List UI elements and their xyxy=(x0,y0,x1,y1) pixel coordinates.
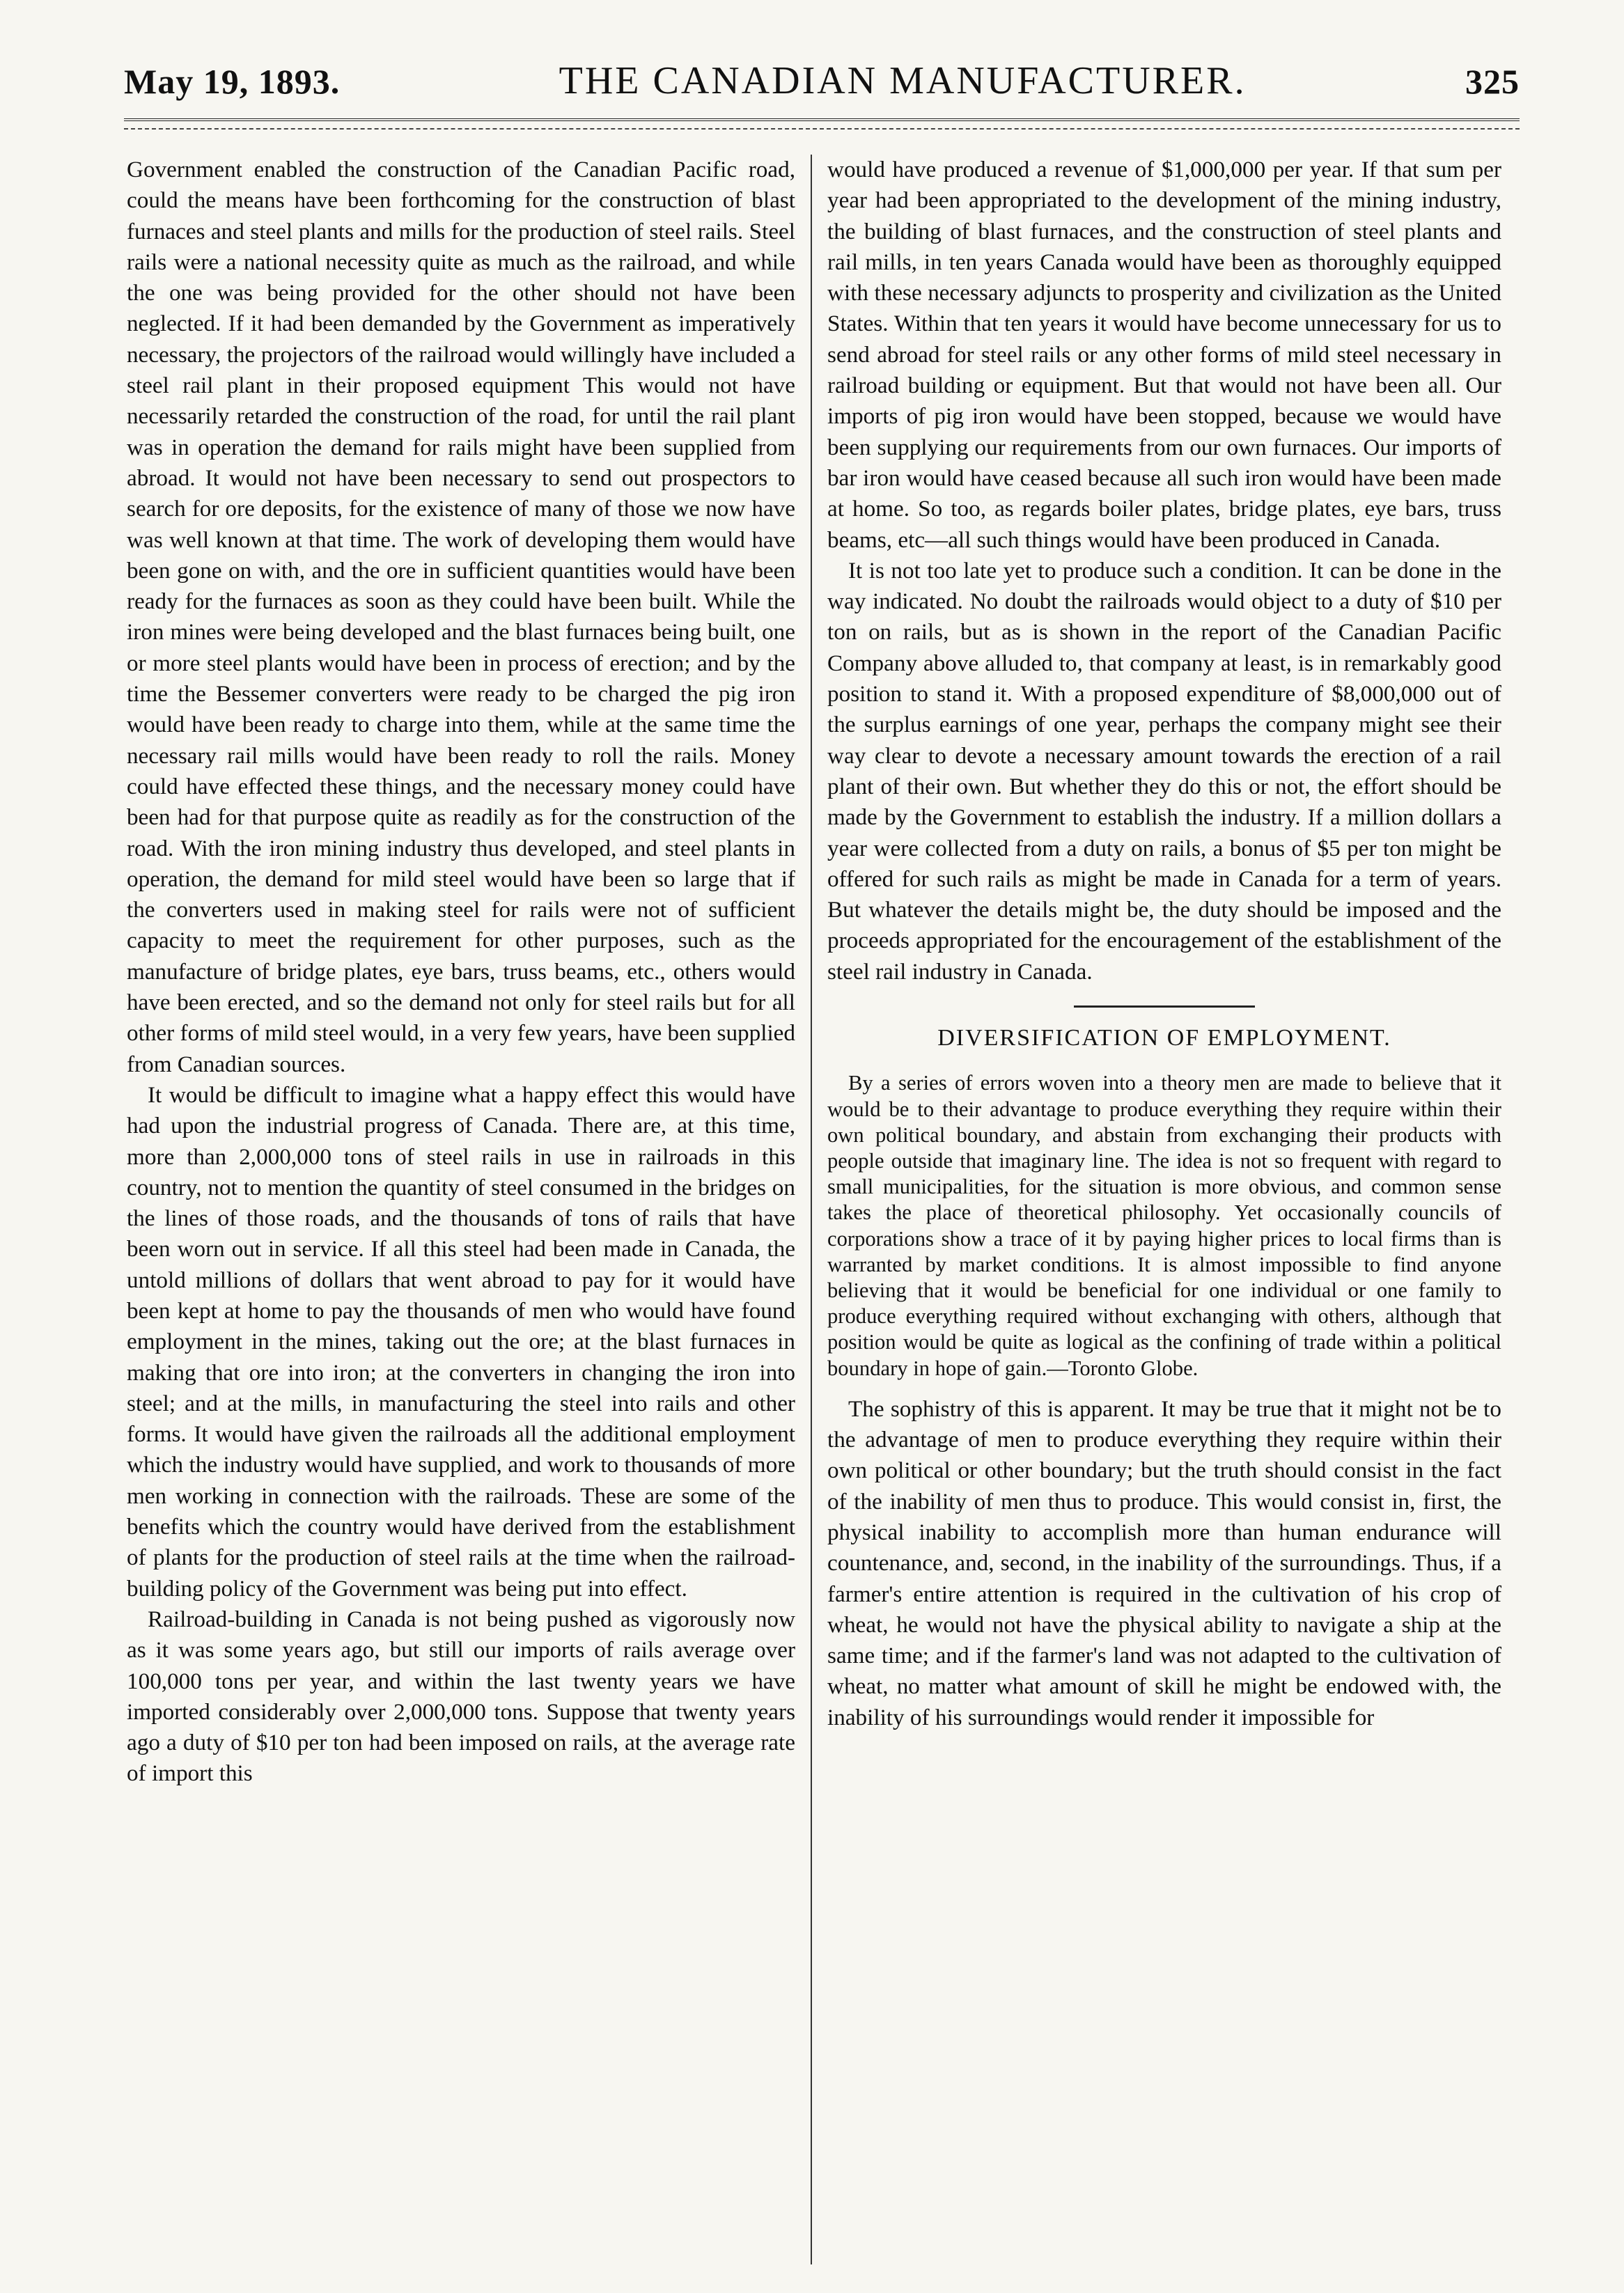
article-paragraph: would have produced a revenue of $1,000,000 per year. If that sum per year had been appropriated to the development of the mining industry, the building of blast furnaces, and the construction of steel plants and rail mills, in ten years Canada would have been as thoroughly equipped with these necessary adjuncts to prosperity and civilization as the United States. Within that ten years it would have become unnecessary for us to send abroad for steel rails or any other forms of mild steel necessary in railroad building or equipment. But that would not have been all. Our imports of pig iron would have been stopped, because we would have been supplying our requirements from our own furnaces. Our imports of bar iron would have ceased because all such iron would have been made at home. So too, as regards boiler plates, bridge plates, eye bars, truss beams, etc—all such things would have been produced in Canada. xyxy=(827,157,1501,553)
section-heading: DIVERSIFICATION OF EMPLOYMENT. xyxy=(937,1025,1391,1051)
article-paragraph: Railroad-building in Canada is not being pushed as vigorously now as it was some years ago, but still our imports of rails average over 100,000 tons per year, and within the last twenty years we have imported considerably over 2,000,000 tons. Suppose that twenty years ago a duty of $10 per ton had been imposed on rails, at the average rate of import this xyxy=(127,1606,795,1787)
quoted-paragraph: By a series of errors woven into a theory men are made to believe that it would be to their advantage to produce everything they require within their own political boundary, and abstain from exchanging their products with people outside that imaginary line. The idea is not so frequent with regard to small municipalities, for the situation is more obvious, and common sense takes the place of theoretical philosophy. Yet occasionally councils of corporations show a trace of it by paying higher prices to local firms than is warranted by market conditions. It is almost impossible to find anyone believing that it would be beneficial for one individual or one family to produce everything required without exchanging with others, although that position would be quite as logical as the confining of trade within a political boundary in hope of gain.—Toronto Globe. xyxy=(827,1071,1501,1380)
article-paragraph: Government enabled the construction of the Canadian Pacific road, could the means have been forthcoming for the construction of blast furnaces and steel plants and mills for the production of steel rails. Steel rails were a national necessity quite as much as the railroad, and while the one was being provided for the other should not have been neglected. If it had been demanded by the Government as imperatively necessary, the projectors of the railroad would willingly have included a steel rail plant in their proposed equipment This would not have necessarily retarded the construction of the road, for until the rail plant was in operation the demand for rails might have been supplied from abroad. It would not have been necessary to send out prospectors to search for ore deposits, for the existence of many of those we now have was well known at that time. The work of developing them would have been gone on with, and the ore in sufficient quantities would have been ready for the furnaces as soon as they could have been built. While the iron mines were being developed and the blast furnaces being built, one or more steel plants would have been in process of erection; and by the time the Bessemer converters were ready to be charged the pig iron would have been ready to charge into them, while at the same time the necessary rail mills would have been ready to roll the rails. Money could have effected these things, and the necessary money could have been had for that purpose quite as readily as for the construction of the road. With the iron mining industry thus developed, and steel plants in operation, the demand for mild steel would have been so large that if the converters used in making steel for rails were not of sufficient capacity to meet the requirement for other purposes, such as the manufacture of bridge plates, eye bars, truss beams, etc., others would have been erected, and so the demand not only for steel rails but for all other forms of mild steel would, in a very few years, have been supplied from Canadian sources. xyxy=(127,157,795,1077)
article-paragraph: It is not too late yet to produce such a condition. It can be done in the way indicated. No doubt the railroads would object to a duty of $10 per ton on rails, but as is shown in the report of the Canadian Pacific Company above alluded to, that company at least, is in remarkably good position to stand it. With a proposed expenditure of $8,000,000 out of the surplus earnings of one year, perhaps the company might see their way clear to devote a necessary amount towards the erection of a rail plant of their own. But whether they do this or not, the effort should be made by the Government to establish the industry. If a million dollars a year were collected from a duty on rails, a bonus of $5 per ton might be offered for such rails as might be made in Canada for a term of years. But whatever the details might be, the duty should be imposed and the proceeds appropriated for the encouragement of the establishment of the steel rail industry in Canada. xyxy=(827,557,1501,985)
column-divider xyxy=(811,155,812,2264)
page-header xyxy=(124,58,1520,107)
page-number: 325 xyxy=(1465,62,1520,101)
issue-date: May 19, 1893. xyxy=(124,62,341,101)
section-separator-rule xyxy=(1074,1005,1255,1008)
left-column xyxy=(127,155,795,2271)
masthead-title: THE CANADIAN MANUFACTURER. xyxy=(559,59,1247,102)
article-paragraph: It would be difficult to imagine what a happy effect this would have had upon the industrial progress of Canada. There are, at this time, more than 2,000,000 tons of steel rails in use in railroads in this country, not to mention the quantity of steel consumed in the bridges on the lines of those roads, and the thousands of tons of rails that have been worn out in service. If all this steel had been made in Canada, the untold millions of dollars that went abroad to pay for it would have been kept at home to pay the thousands of men who would have found employment in the mines, taking out the ore; at the blast furnaces in making that ore into iron; at the converters in changing the iron into steel; and at the mills, in manufacturing the steel into rails and other forms. It would have given the railroads all the additional employment which the industry would have supplied, and work to thousands of more men working in connection with the railroads. These are some of the benefits which the country would have derived from the establishment of plants for the production of steel rails at the time when the railroad-building policy of the Government was being put into effect. xyxy=(127,1081,795,1602)
header-rule xyxy=(124,118,1520,130)
right-column xyxy=(827,155,1501,2271)
article-paragraph: The sophistry of this is apparent. It may be true that it might not be to the advantage of men to produce everything they require within their own political or other boundary; but the truth should consist in the fact of the inability of men thus to produce. This would consist in, first, the physical inability to accomplish more than human endurance will countenance, and, second, in the inability of the surroundings. Thus, if a farmer's entire attention is required in the cultivation of his crop of wheat, he would not have the physical ability to navigate a ship at the same time; and if the farmer's land was not adapted to the cultivation of wheat, no matter what amount of skill he might be endowed with, the inability of his surroundings would render it impossible for xyxy=(827,1395,1501,1730)
